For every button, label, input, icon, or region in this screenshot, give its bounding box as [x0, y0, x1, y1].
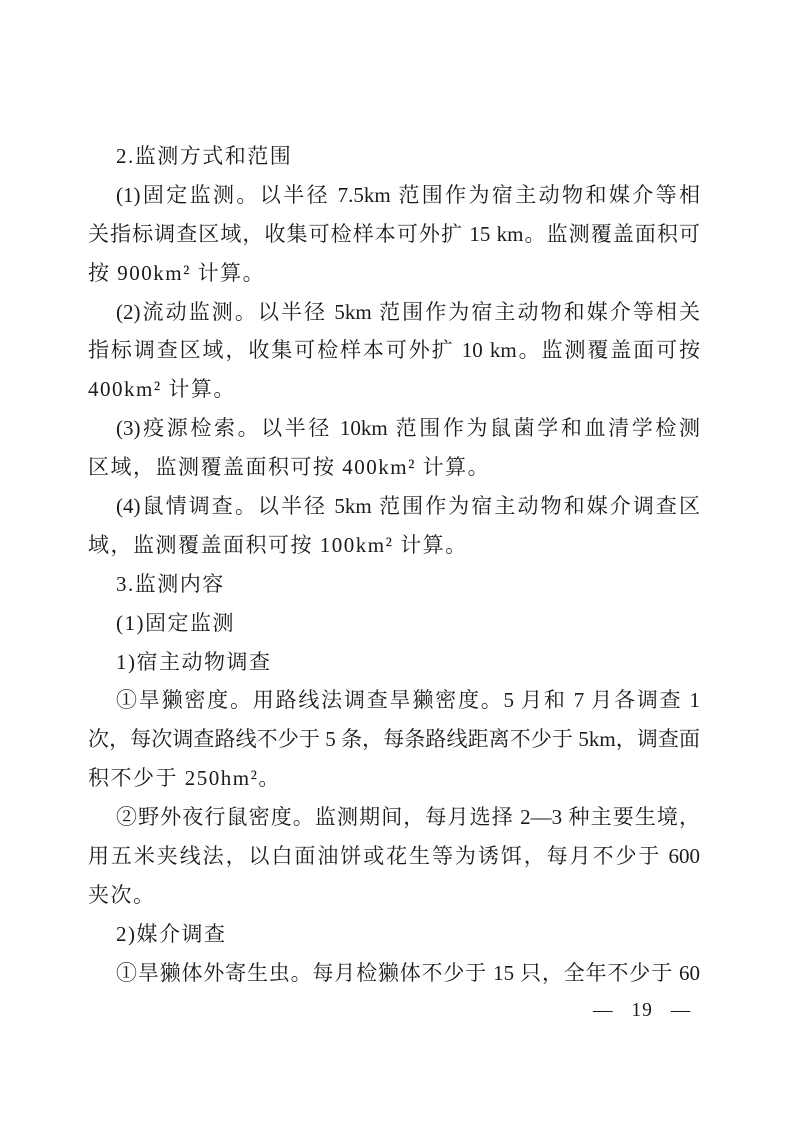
text-line: 关指标调查区域，收集可检样本可外扩 15 km。监测覆盖面积可 [88, 221, 700, 246]
text-line: (1)固定监测 [116, 610, 235, 635]
text-line: 用五米夹线法，以白面油饼或花生等为诱饵，每月不少于 600 [88, 844, 700, 869]
text-line: 夹次。 [88, 882, 156, 907]
text-line: 按 900km² 计算。 [88, 260, 266, 285]
text-line: 次，每次调查路线不少于 5 条，每条路线距离不少于 5km，调查面 [88, 727, 700, 752]
text-line: 区域，监测覆盖面积可按 400km² 计算。 [88, 455, 491, 480]
text-line: ①旱獭体外寄生虫。每月检獭体不少于 15 只，全年不少于 60 [116, 960, 700, 985]
text-line: (1)固定监测。以半径 7.5km 范围作为宿主动物和媒介等相 [116, 182, 700, 207]
text-line: 域，监测覆盖面积可按 100km² 计算。 [88, 532, 468, 557]
text-line: ①旱獭密度。用路线法调查旱獭密度。5 月和 7 月各调查 1 [116, 688, 700, 713]
text-line: 2.监测方式和范围 [116, 144, 293, 168]
text-line: (2)流动监测。以半径 5km 范围作为宿主动物和媒介等相关 [116, 299, 700, 324]
text-line: 积不少于 250hm²。 [88, 766, 281, 791]
page-number: — 19 — [593, 1000, 692, 1021]
text-line: (3)疫源检索。以半径 10km 范围作为鼠菌学和血清学检测 [116, 416, 700, 441]
text-line: 2)媒介调查 [116, 921, 227, 946]
text-line: ②野外夜行鼠密度。监测期间，每月选择 2—3 种主要生境， [116, 805, 700, 830]
text-line: 指标调查区域，收集可检样本可外扩 10 km。监测覆盖面可按 [88, 338, 700, 363]
text-line: 3.监测内容 [116, 571, 225, 596]
document-body [88, 137, 700, 993]
text-line: 400km² 计算。 [88, 377, 236, 402]
text-line: (4)鼠情调查。以半径 5km 范围作为宿主动物和媒介调查区 [116, 494, 700, 519]
text-line: 1)宿主动物调查 [116, 649, 272, 674]
